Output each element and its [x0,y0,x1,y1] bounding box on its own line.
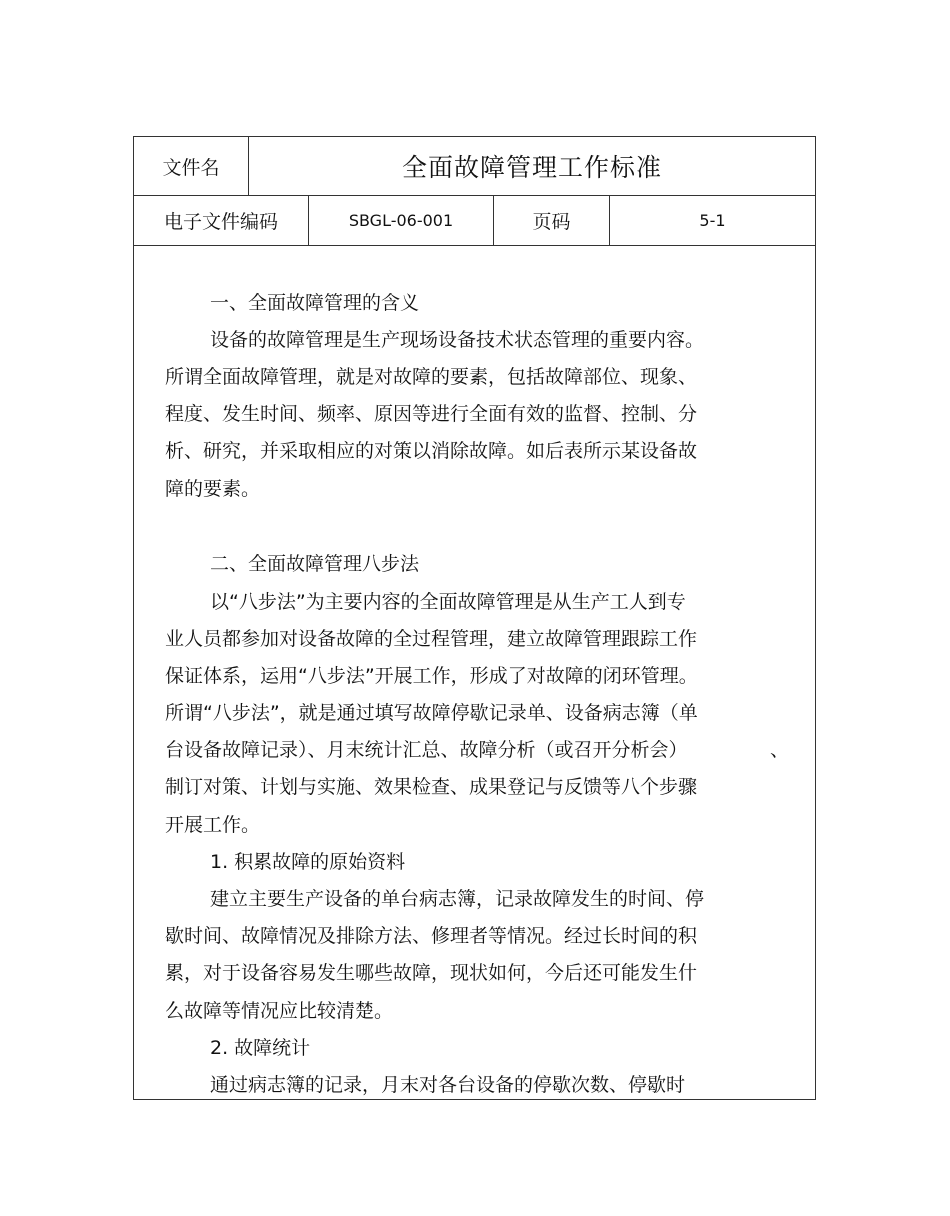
subsection-heading-2: 2. 故障统计 [210,1037,311,1059]
section-heading-1: 一、全面故障管理的含义 [210,292,420,314]
document-table [133,136,816,1100]
electronic-code-value: SBGL-06-001 [309,196,494,245]
header-row-file-name [134,137,815,196]
electronic-code-label: 电子文件编码 [134,196,309,245]
body-line: 通过病志簿的记录，月末对各台设备的停歇次数、停歇时 [210,1074,686,1096]
body-line: 所谓全面故障管理，就是对故障的要素，包括故障部位、现象、 [165,366,698,388]
body-line: 累，对于设备容易发生哪些故障，现状如何，今后还可能发生什 [165,962,698,984]
page-label: 页码 [494,196,610,245]
body-line: 业人员都参加对设备故障的全过程管理，建立故障管理跟踪工作 [165,628,698,650]
document-title: 全面故障管理工作标准 [401,153,662,182]
body-line: 所谓“八步法”，就是通过填写故障停歇记录单、设备病志簿（单 [165,702,698,724]
section-heading-2: 二、全面故障管理八步法 [210,553,420,575]
body-line: 保证体系，运用“八步法”开展工作，形成了对故障的闭环管理。 [165,665,698,687]
document-body [134,246,815,1101]
body-line: 以“八步法”为主要内容的全面故障管理是从生产工人到专 [210,591,686,613]
page-number: 5-1 [699,211,726,230]
body-line: 开展工作。 [165,814,261,836]
body-line: 么故障等情况应比较清楚。 [165,1000,394,1022]
body-line: 台设备故障记录）、月末统计汇总、故障分析（或召开分析会） [165,739,688,761]
body-line: 建立主要生产设备的单台病志簿，记录故障发生的时间、停 [210,888,705,910]
body-line: 程度、发生时间、频率、原因等进行全面有效的监督、控制、分 [165,403,698,425]
header-row-code [134,196,815,246]
subsection-heading-1: 1. 积累故障的原始资料 [210,851,406,873]
body-line: 析、研究，并采取相应的对策以消除故障。如后表所示某设备故 [165,440,698,462]
body-line: 设备的故障管理是生产现场设备技术状态管理的重要内容。 [210,329,705,351]
body-line: 歇时间、故障情况及排除方法、修理者等情况。经过长时间的积 [165,925,698,947]
file-name-label: 文件名 [134,137,249,195]
body-line: 制订对策、计划与实施、效果检查、成果登记与反馈等八个步骤 [165,776,698,798]
body-line: 障的要素。 [165,478,261,500]
trailing-punctuation: 、 [770,739,790,761]
